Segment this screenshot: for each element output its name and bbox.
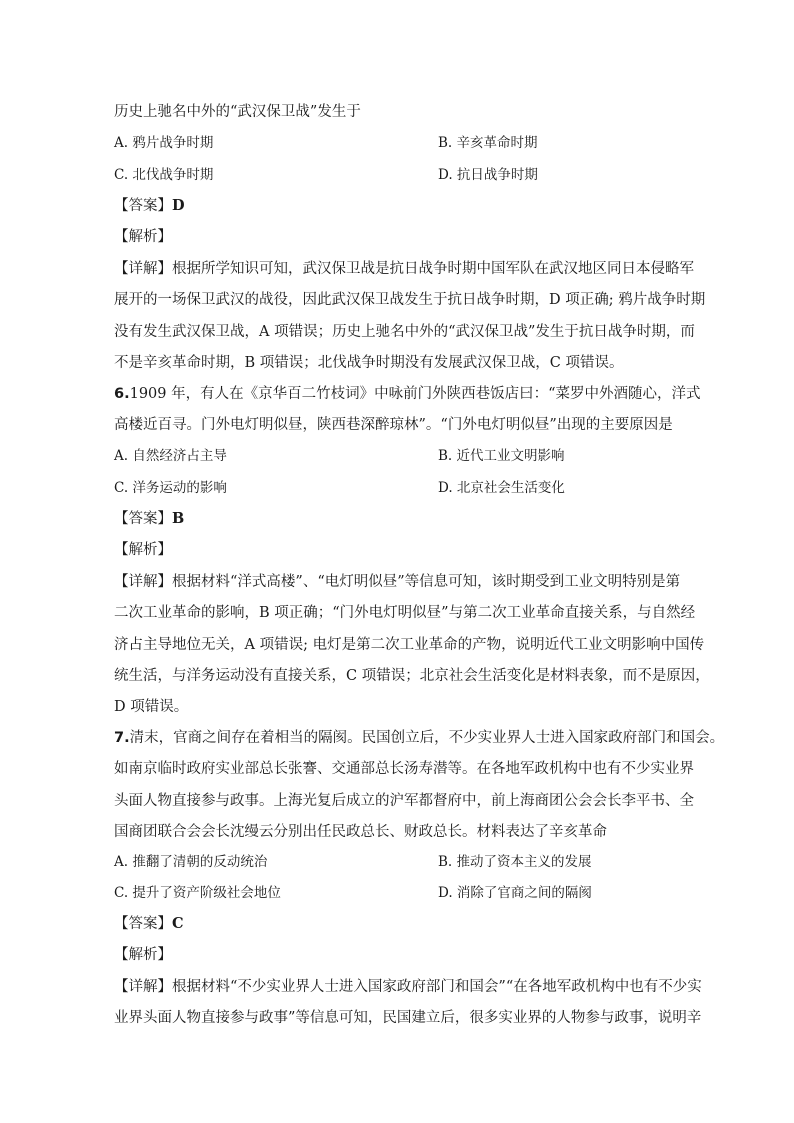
q5-option-a: A. 鸦片战争时期 bbox=[114, 135, 214, 151]
detail-tag: 【详解】 bbox=[114, 261, 172, 277]
q5-option-b: B. 辛亥革命时期 bbox=[438, 135, 538, 151]
q7-stem-line-4: 国商团联合会会长沈缦云分别出任民政总长、财政总长。材料表达了辛亥革命 bbox=[114, 824, 607, 840]
detail-text: 根据材料“洋式高楼”、“电灯明似昼”等信息可知，该时期受到工业文明特别是第 bbox=[172, 574, 681, 590]
detail-text: 根据材料“不少实业界人士进入国家政府部门和国会”“在各地军政机构中也有不少实 bbox=[172, 979, 702, 995]
q7-detail-line-2: 业界头面人物直接参与政事”等信息可知，民国建立后，很多实业界的人物参与政事，说明辛 bbox=[114, 1010, 702, 1026]
q7-stem-line-1 bbox=[114, 728, 725, 748]
q5-option-c: C. 北伐战争时期 bbox=[114, 167, 214, 183]
q6-analysis-tag: 【解析】 bbox=[114, 542, 172, 558]
answer-value: D bbox=[172, 197, 185, 214]
q7-stem-line-3: 头面人物直接参与政事。上海光复后成立的沪军都督府中，前上海商团公会会长李平书、全 bbox=[114, 793, 694, 809]
answer-tag: 【答案】 bbox=[114, 916, 172, 932]
detail-tag: 【详解】 bbox=[114, 574, 172, 590]
q6-option-a: A. 自然经济占主导 bbox=[114, 448, 227, 464]
q5-answer bbox=[114, 196, 684, 216]
q6-number: 6. bbox=[114, 386, 130, 402]
q5-analysis-tag: 【解析】 bbox=[114, 229, 172, 245]
answer-tag: 【答案】 bbox=[114, 198, 172, 214]
q5-detail-line-1 bbox=[114, 259, 694, 279]
q7-analysis-tag: 【解析】 bbox=[114, 947, 172, 963]
q7-stem-line-2: 如南京临时政府实业部总长张謇、交通部总长汤寿潜等。在各地军政机构中也有不少实业界 bbox=[114, 761, 694, 777]
answer-tag: 【答案】 bbox=[114, 511, 172, 527]
q6-detail-line-5: D 项错误。 bbox=[114, 699, 189, 715]
q5-detail-line-3: 没有发生武汉保卫战，A 项错误；历史上驰名中外的“武汉保卫战”发生于抗日战争时期，而 bbox=[114, 324, 695, 340]
q7-detail-line-1 bbox=[114, 977, 702, 997]
q6-detail-line-2: 二次工业革命的影响，B 项正确；“门外电灯明似昼”与第二次工业革命直接关系，与自然经 bbox=[114, 605, 696, 621]
q6-stem-text: 1909 年，有人在《京华百二竹枝词》中咏前门外陕西巷饭店曰：“菜罗中外酒随心，洋式 bbox=[129, 386, 701, 402]
q6-option-d: D. 北京社会生活变化 bbox=[438, 480, 565, 496]
q7-option-a: A. 推翻了清朝的反动统治 bbox=[114, 854, 268, 870]
q6-detail-line-4: 统生活，与洋务运动没有直接关系，C 项错误；北京社会生活变化是材料表象，而不是原因， bbox=[114, 668, 710, 684]
q7-answer bbox=[114, 914, 684, 934]
q5-detail-line-2: 展开的一场保卫武汉的战役，因此武汉保卫战发生于抗日战争时期，D 项正确; 鸦片战争时期 bbox=[114, 292, 706, 308]
q7-option-b: B. 推动了资本主义的发展 bbox=[438, 854, 592, 870]
q7-option-d: D. 消除了官商之间的隔阂 bbox=[438, 885, 592, 901]
q6-detail-line-1 bbox=[114, 572, 684, 592]
q6-option-c: C. 洋务运动的影响 bbox=[114, 480, 227, 496]
answer-value: C bbox=[172, 915, 184, 932]
q6-stem-line-1 bbox=[114, 384, 701, 404]
q7-option-c: C. 提升了资产阶级社会地位 bbox=[114, 885, 281, 901]
q5-option-d: D. 抗日战争时期 bbox=[438, 167, 538, 183]
q5-stem: 历史上驰名中外的“武汉保卫战”发生于 bbox=[114, 104, 361, 120]
q6-option-b: B. 近代工业文明影响 bbox=[438, 448, 565, 464]
q7-stem-text: 清末，官商之间存在着相当的隔阂。民国创立后，不少实业界人士进入国家政府部门和国会。 bbox=[129, 730, 725, 746]
detail-tag: 【详解】 bbox=[114, 979, 172, 995]
q6-detail-line-3: 济占主导地位无关，A 项错误; 电灯是第二次工业革命的产物，说明近代工业文明影响中国传 bbox=[114, 637, 705, 653]
q7-number: 7. bbox=[114, 730, 130, 746]
q6-stem-line-2: 高楼近百寻。门外电灯明似昼，陕西巷深醉琼林”。“门外电灯明似昼”出现的主要原因是 bbox=[114, 417, 673, 433]
answer-value: B bbox=[172, 510, 185, 527]
q6-answer bbox=[114, 509, 684, 529]
detail-text: 根据所学知识可知，武汉保卫战是抗日战争时期中国军队在武汉地区同日本侵略军 bbox=[172, 261, 694, 277]
q5-detail-line-4: 不是辛亥革命时期，B 项错误；北伐战争时期没有发展武汉保卫战，C 项错误。 bbox=[114, 355, 624, 371]
